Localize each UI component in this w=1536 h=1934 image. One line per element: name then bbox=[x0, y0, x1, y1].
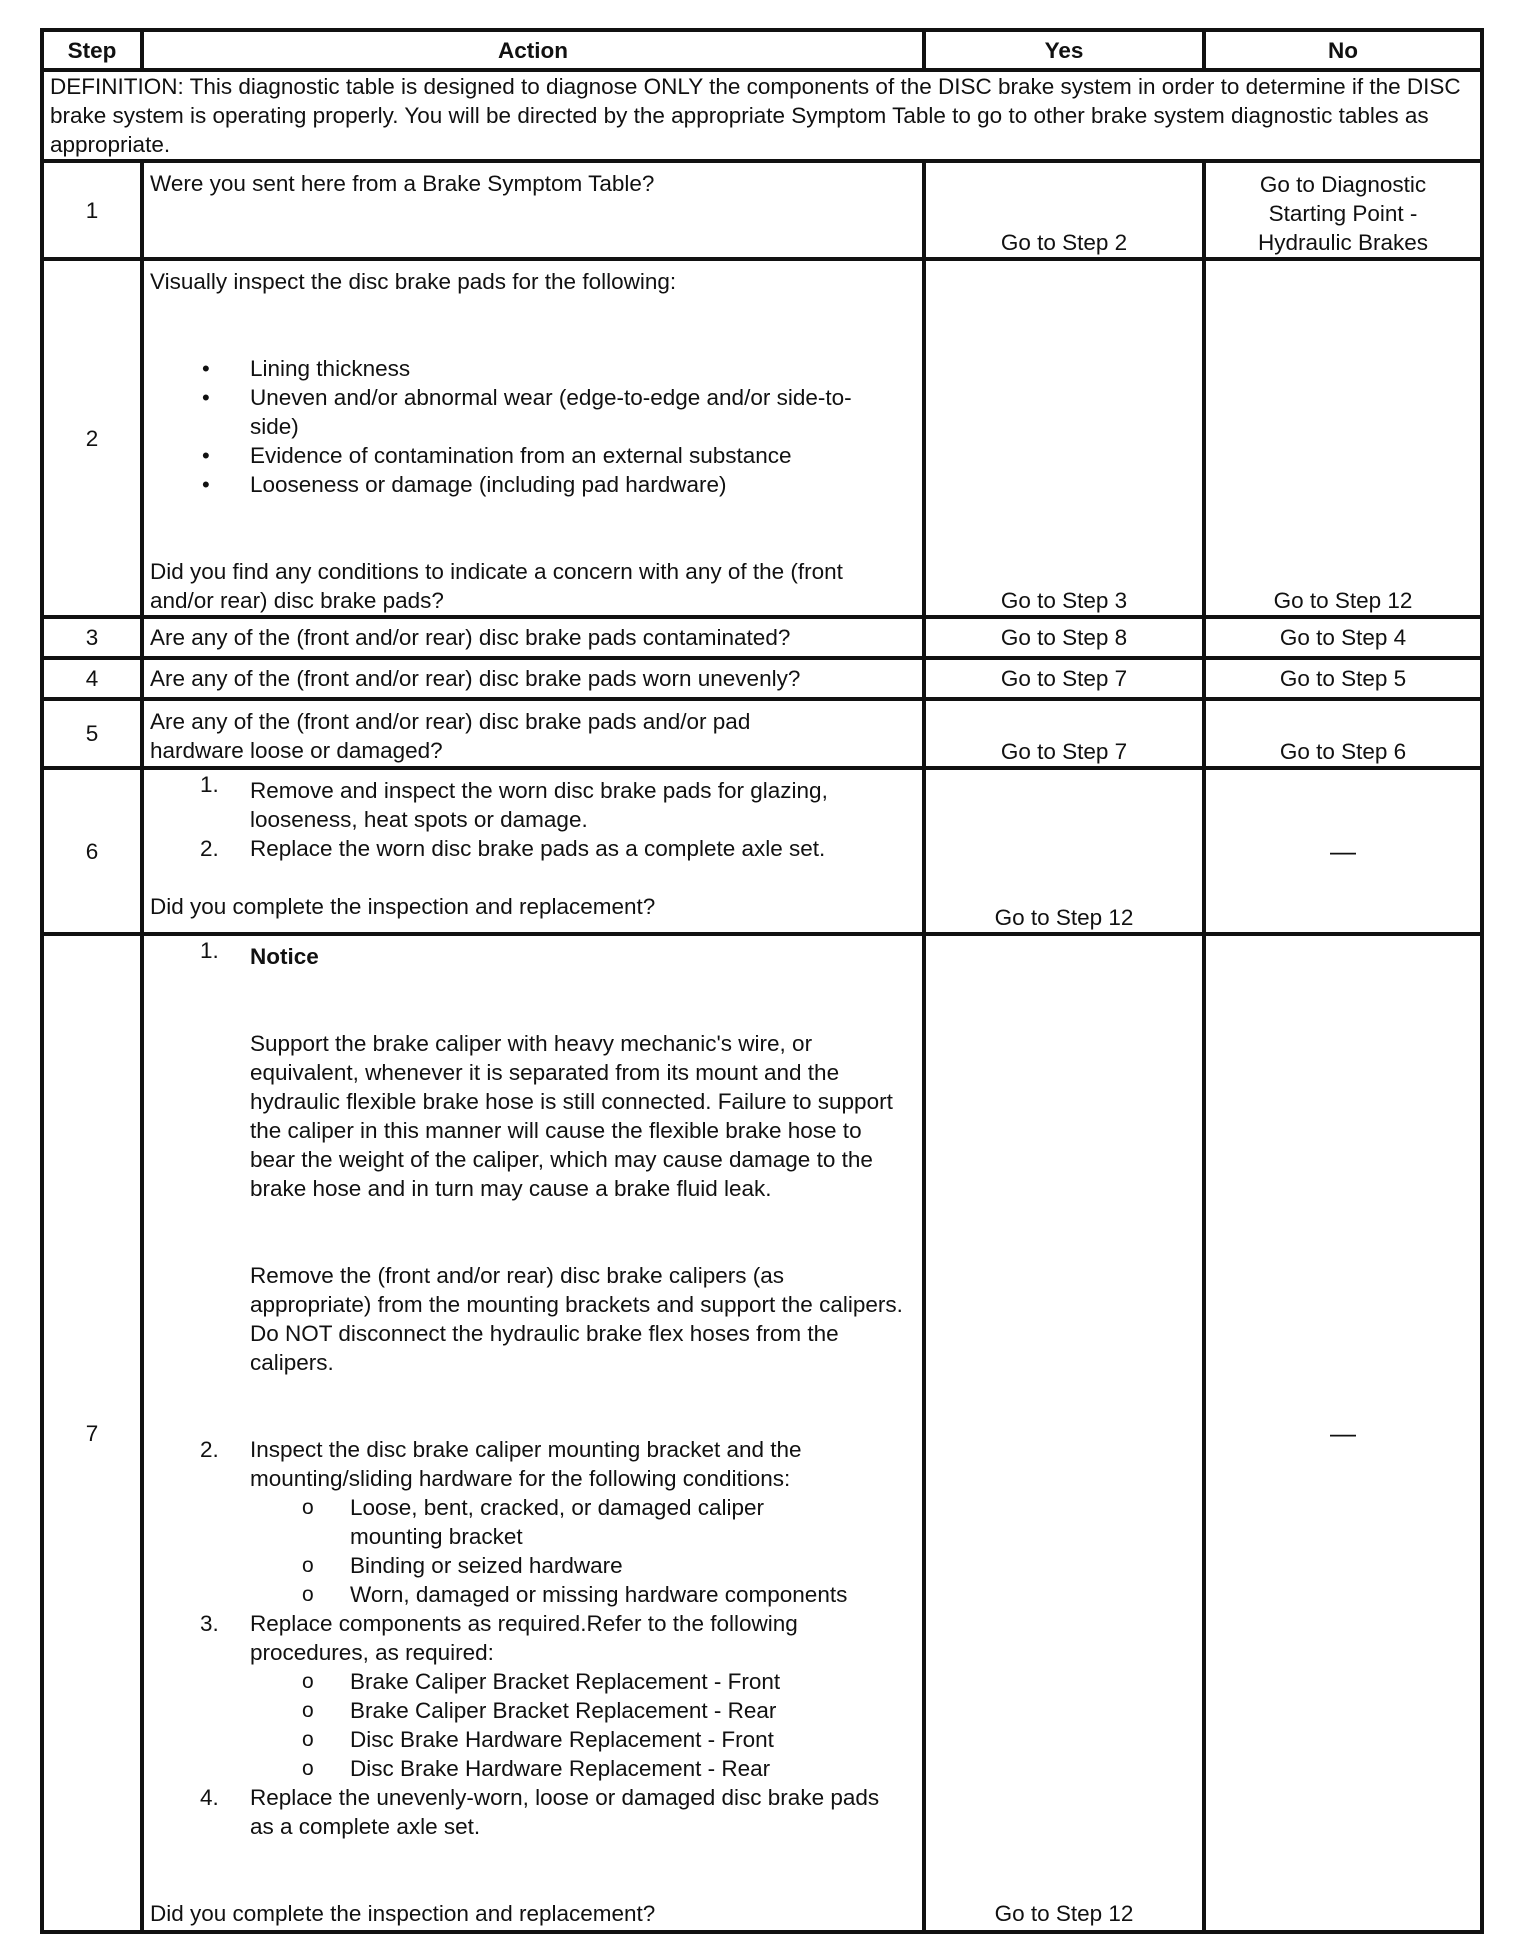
table-row bbox=[42, 259, 1482, 617]
action-cell bbox=[142, 161, 924, 259]
remove-text: Remove the (front and/or rear) disc brake calipers (as appropriate) from the mounting brackets and support the calipers. Do NOT disconnect the hydraulic brake flex hoses from the calipers. bbox=[250, 1263, 903, 1375]
step-number: 3 bbox=[42, 617, 142, 658]
sub-item: o Binding or seized hardware bbox=[302, 1553, 623, 1578]
action-cell bbox=[142, 259, 924, 617]
header-yes: Yes bbox=[924, 30, 1204, 70]
sub-item: o Brake Caliper Bracket Replacement - Front bbox=[302, 1669, 781, 1694]
question-text: Are any of the (front and/or rear) disc brake pads worn unevenly? bbox=[142, 658, 924, 699]
table-row bbox=[42, 699, 1482, 768]
table-row bbox=[42, 768, 1482, 934]
list-item: • Evidence of contamination from an external substance bbox=[150, 441, 916, 470]
sub-item: o Disc Brake Hardware Replacement - Rear bbox=[302, 1756, 771, 1781]
table-row bbox=[42, 161, 1482, 259]
sub-item: o Brake Caliper Bracket Replacement - Rear bbox=[302, 1698, 777, 1723]
notice-title: Notice bbox=[250, 944, 319, 969]
question-text: Did you complete the inspection and replacement? bbox=[150, 894, 656, 919]
list-item: • Lining thickness bbox=[150, 354, 916, 383]
no-cell bbox=[1204, 161, 1482, 259]
step-number: 6 bbox=[42, 768, 142, 934]
sub-item: o Loose, bent, cracked, or damaged caliper mounting bracket bbox=[302, 1495, 764, 1549]
diagnostic-table bbox=[40, 28, 1484, 1934]
numbered-item: 1. Notice bbox=[200, 938, 319, 969]
no-line: Hydraulic Brakes bbox=[1257, 230, 1429, 255]
no-line: Go to Diagnostic bbox=[1259, 172, 1427, 197]
list-item: • Uneven and/or abnormal wear (edge-to-edge and/or side-to-side) bbox=[150, 383, 916, 441]
list-item: • Looseness or damage (including pad hardware) bbox=[150, 470, 916, 499]
action-cell bbox=[142, 768, 924, 934]
no-cell: — bbox=[1204, 768, 1482, 934]
intro-text: Visually inspect the disc brake pads for the following: bbox=[150, 269, 677, 294]
yes-cell: Go to Step 12 bbox=[924, 934, 1204, 1932]
sub-item: o Worn, damaged or missing hardware components bbox=[302, 1582, 848, 1607]
step-number: 2 bbox=[42, 259, 142, 617]
question-text: Did you complete the inspection and replacement? bbox=[150, 1901, 656, 1926]
no-cell: — bbox=[1204, 934, 1482, 1932]
question-text: Are any of the (front and/or rear) disc brake pads and/or pad hardware loose or damaged? bbox=[150, 709, 751, 763]
no-line: Starting Point - bbox=[1268, 201, 1418, 226]
diagnostic-document bbox=[40, 28, 1484, 1934]
numbered-item: 4. Replace the unevenly-worn, loose or damaged disc brake pads as a complete axle set. bbox=[200, 1785, 880, 1839]
numbered-item: 2. Replace the worn disc brake pads as a complete axle set. bbox=[200, 836, 826, 861]
header-row bbox=[42, 30, 1482, 70]
yes-cell: Go to Step 3 bbox=[924, 259, 1204, 617]
numbered-item: 2. Inspect the disc brake caliper mounting bracket and the mounting/sliding hardware for the following conditions: bbox=[200, 1437, 802, 1491]
step-number: 5 bbox=[42, 699, 142, 768]
no-cell: Go to Step 5 bbox=[1204, 658, 1482, 699]
no-cell: Go to Step 12 bbox=[1204, 259, 1482, 617]
definition-text: DEFINITION: This diagnostic table is designed to diagnose ONLY the components of the DISC brake system in order to determine if the DISC brake system is operating properly. You will be directed by the appropriate Symptom Table to go to other brake system diagnostic tables as appropriate. bbox=[42, 70, 1482, 161]
no-cell: Go to Step 6 bbox=[1204, 699, 1482, 768]
yes-cell: Go to Step 7 bbox=[924, 699, 1204, 768]
yes-cell: Go to Step 7 bbox=[924, 658, 1204, 699]
step-number: 4 bbox=[42, 658, 142, 699]
sub-item: o Disc Brake Hardware Replacement - Front bbox=[302, 1727, 774, 1752]
header-action: Action bbox=[142, 30, 924, 70]
table-row bbox=[42, 658, 1482, 699]
yes-cell: Go to Step 8 bbox=[924, 617, 1204, 658]
yes-cell: Go to Step 2 bbox=[924, 161, 1204, 259]
action-cell bbox=[142, 699, 924, 768]
notice-text: Support the brake caliper with heavy mechanic's wire, or equivalent, whenever it is separated from its mount and the hydraulic flexible brake hose is still connected. Failure to support the caliper in this manner will cause the flexible brake hose to bear the weight of the caliper, which may cause damage to the brake hose and in turn may cause a brake fluid leak. bbox=[250, 1031, 893, 1201]
step-number: 1 bbox=[42, 161, 142, 259]
question-text: Were you sent here from a Brake Symptom Table? bbox=[150, 171, 655, 196]
table-row bbox=[42, 934, 1482, 1932]
bullet-list bbox=[150, 354, 916, 499]
header-step: Step bbox=[42, 30, 142, 70]
header-no: No bbox=[1204, 30, 1482, 70]
definition-row bbox=[42, 70, 1482, 161]
step-number: 7 bbox=[42, 934, 142, 1932]
numbered-item: 3. Replace components as required.Refer to the following procedures, as required: bbox=[200, 1611, 798, 1665]
numbered-item: 1. Remove and inspect the worn disc brake pads for glazing, looseness, heat spots or damage. bbox=[200, 772, 828, 832]
table-row bbox=[42, 617, 1482, 658]
yes-cell: Go to Step 12 bbox=[924, 768, 1204, 934]
question-text: Are any of the (front and/or rear) disc brake pads contaminated? bbox=[142, 617, 924, 658]
question-text: Did you find any conditions to indicate a concern with any of the (front and/or rear) disc brake pads? bbox=[150, 559, 843, 613]
no-cell: Go to Step 4 bbox=[1204, 617, 1482, 658]
action-cell bbox=[142, 934, 924, 1932]
